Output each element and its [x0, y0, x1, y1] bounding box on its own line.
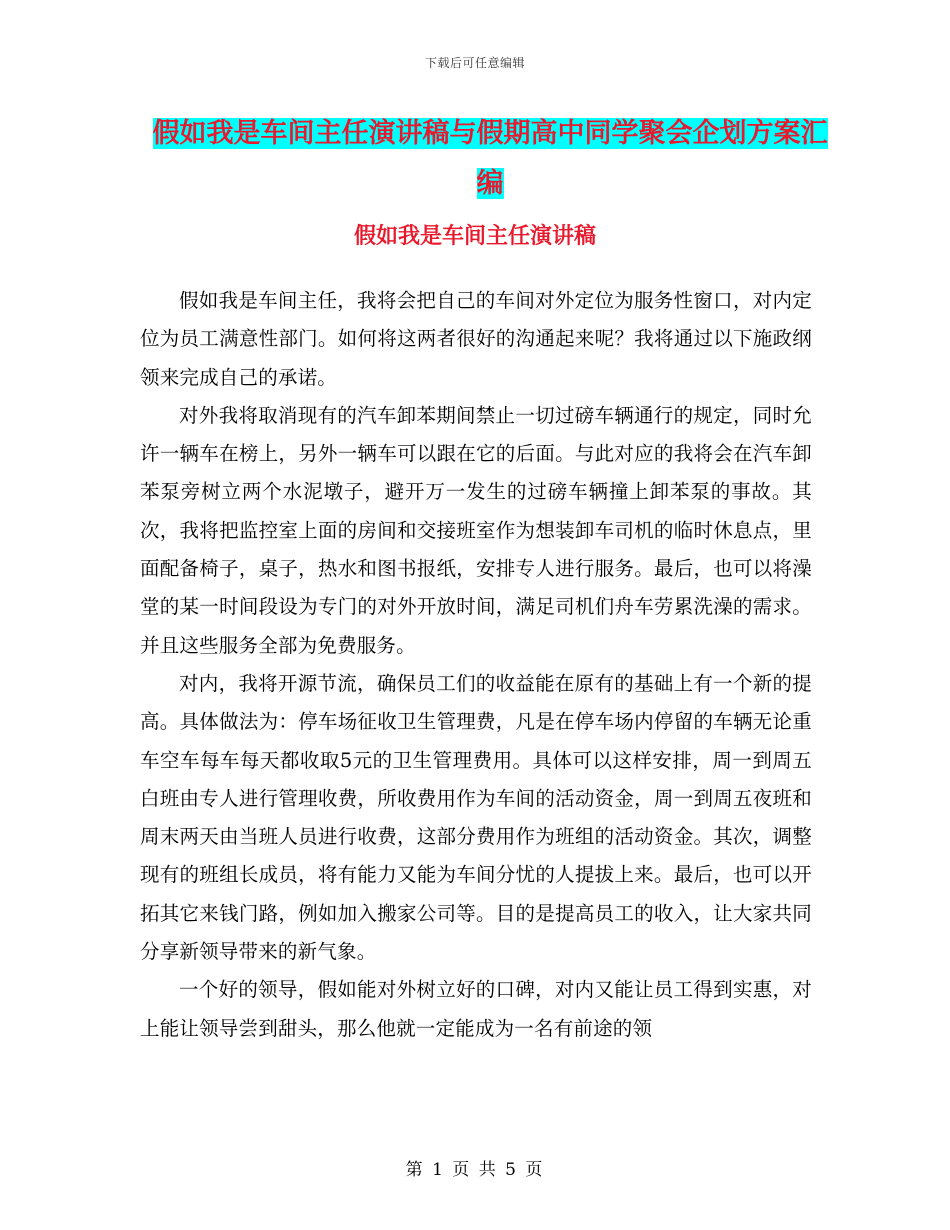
section-title: 假如我是车间主任演讲稿: [353, 224, 596, 249]
paragraph-4: 一个好的领导，假如能对外树立好的口碑，对内又能让员工得到实惠，对上能让领导尝到甜头，那么他就一定能成为一名有前途的领: [140, 978, 812, 1040]
paragraph-1: 假如我是车间主任，我将会把自己的车间对外定位为服务性窗口，对内定位为员工满意性部门。如何将这两者很好的沟通起来呢？我将通过以下施政纲领来完成自己的承诺。: [140, 289, 812, 389]
document-title: [140, 109, 840, 209]
paragraph-3: 对内，我将开源节流，确保员工们的收益能在原有的基础上有一个新的提高。具体做法为：停车场征收卫生管理费，凡是在停车场内停留的车辆无论重车空车每车每天都收取5元的卫生管理费用。具体可以这样安排，周一到周五白班由专人进行管理收费，所收费用作为车间的活动资金，周一到周五夜班和周末两天由当班人员进行收费，这部分费用作为班组的活动资金。其次，调整现有的班组长成员，将有能力又能为车间分忧的人提拔上来。最后，也可以开拓其它来钱门路，例如加入搬家公司等。目的是提高员工的收入，让大家共同分享新领导带来的新气象。: [140, 671, 812, 964]
paragraph-2: 对外我将取消现有的汽车卸苯期间禁止一切过磅车辆通行的规定，同时允许一辆车在榜上，另外一辆车可以跟在它的后面。与此对应的我将会在汽车卸苯泵旁树立两个水泥墩子，避开万一发生的过磅车辆撞上卸苯泵的事故。其次，我将把监控室上面的房间和交接班室作为想装卸车司机的临时休息点，里面配备椅子，桌子，热水和图书报纸，安排专人进行服务。最后，也可以将澡堂的某一时间段设为专门的对外开放时间，满足司机们舟车劳累洗澡的需求。并且这些服务全部为免费服务。: [140, 403, 812, 657]
header-note: 下载后可任意编辑: [424, 56, 525, 70]
document-title-text: 假如我是车间主任演讲稿与假期高中同学聚会企划方案汇编: [152, 118, 828, 199]
body-content: [140, 282, 812, 1048]
page-footer: 第 1 页 共 5 页: [405, 1160, 545, 1180]
